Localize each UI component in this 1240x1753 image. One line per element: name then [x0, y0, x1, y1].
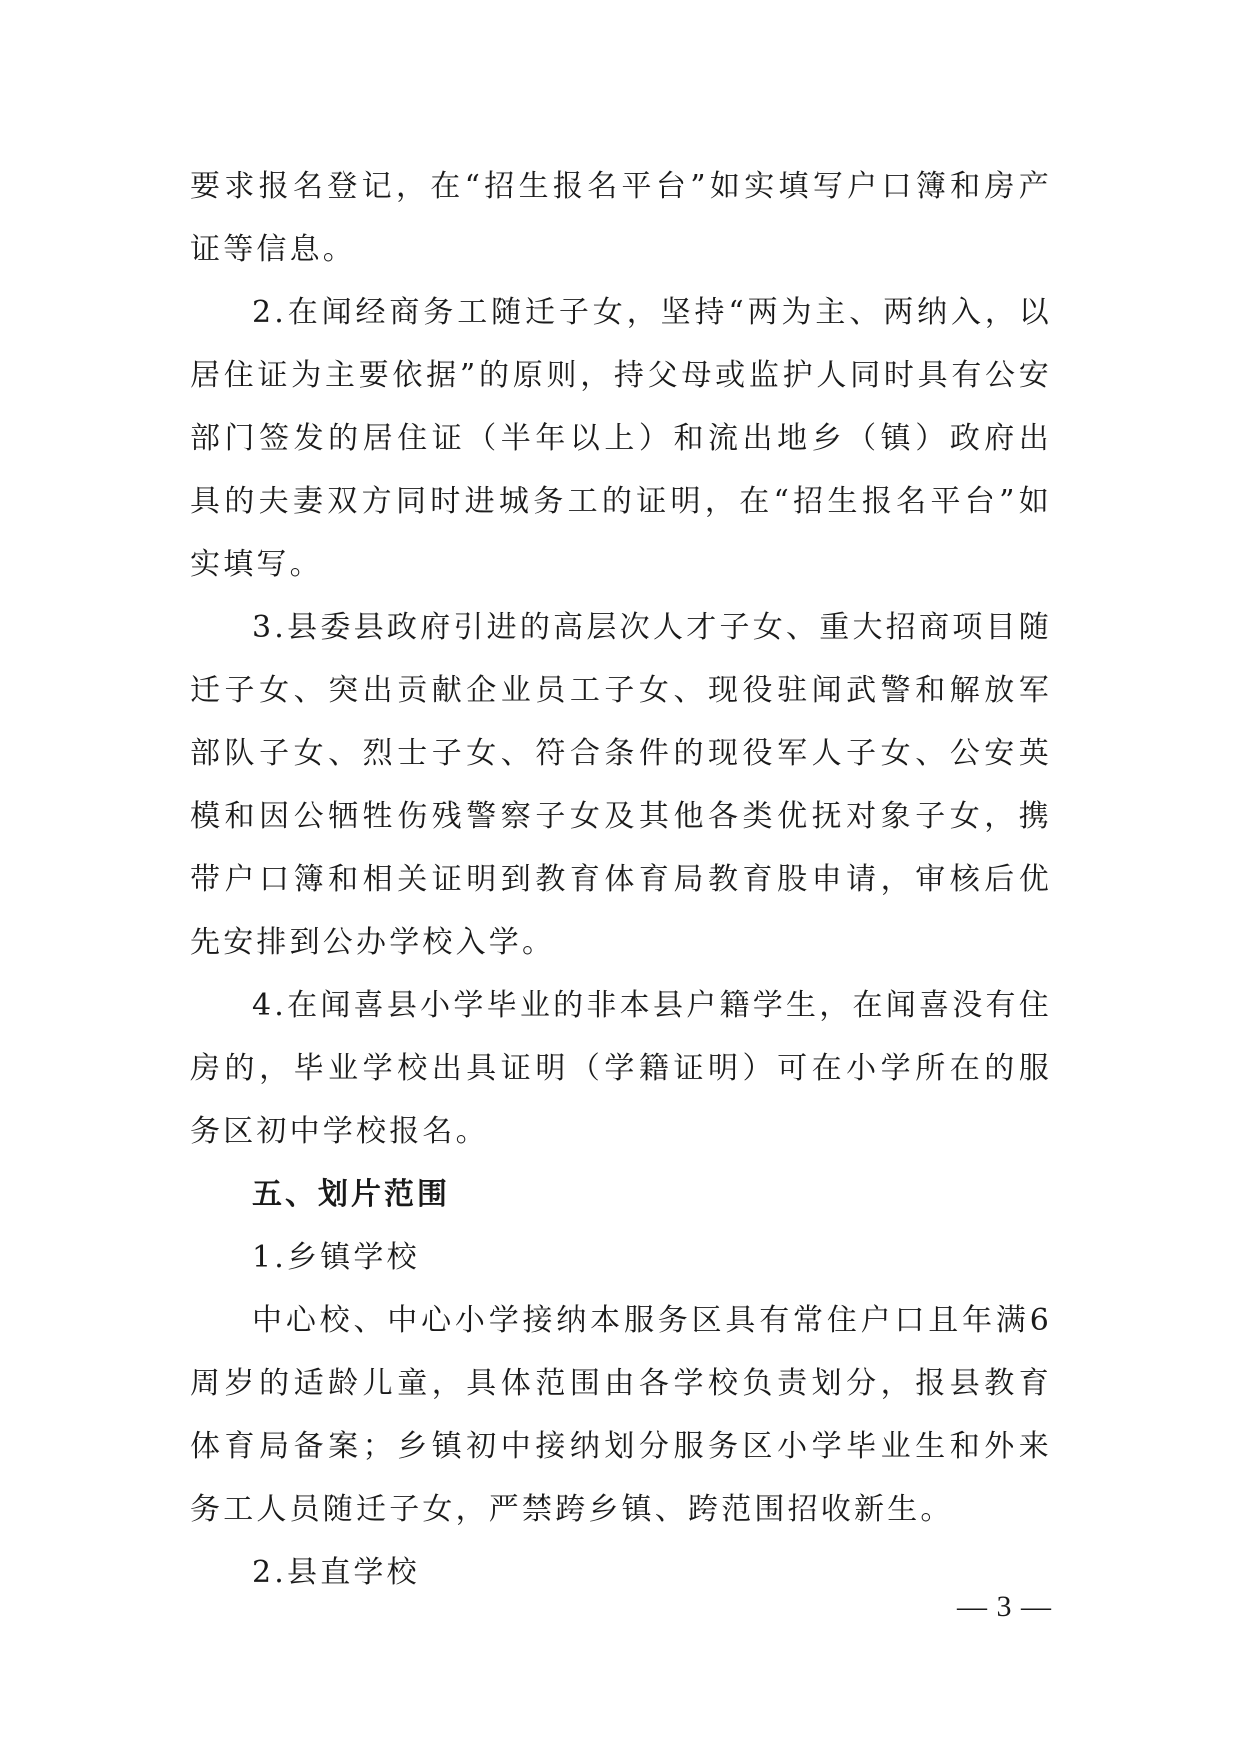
paragraph-continuation: 要求报名登记，在“招生报名平台”如实填写户口簿和房产证等信息。 [190, 169, 1052, 267]
paragraph-item-2: 2.在闻经商务工随迁子女，坚持“两为主、两纳入，以居住证为主要依据”的原则，持父母或监护人同时具有公安部门签发的居住证（半年以上）和流出地乡（镇）政府出具的夫妻双方同时进城务工的证明，在“招生报名平台”如实填写。 [190, 295, 1052, 582]
document-body [190, 155, 1052, 1604]
paragraph-township-schools: 中心校、中心小学接纳本服务区具有常住户口且年满6周岁的适龄儿童，具体范围由各学校负责划分，报县教育体育局备案；乡镇初中接纳划分服务区小学毕业生和外来务工人员随迁子女，严禁跨乡镇、跨范围招收新生。 [190, 1303, 1052, 1527]
subheading-township-schools: 1.乡镇学校 [252, 1240, 420, 1275]
subheading-county-schools: 2.县直学校 [252, 1555, 420, 1590]
paragraph-item-4: 4.在闻喜县小学毕业的非本县户籍学生，在闻喜没有住房的，毕业学校出具证明（学籍证明）可在小学所在的服务区初中学校报名。 [190, 988, 1052, 1149]
section-heading: 五、划片范围 [252, 1177, 450, 1212]
paragraph-item-3: 3.县委县政府引进的高层次人才子女、重大招商项目随迁子女、突出贡献企业员工子女、现役驻闻武警和解放军部队子女、烈士子女、符合条件的现役军人子女、公安英模和因公牺牲伤残警察子女及其他各类优抚对象子女，携带户口簿和相关证明到教育体育局教育股申请，审核后优先安排到公办学校入学。 [190, 610, 1052, 960]
page-number: — 3 — [957, 1590, 1052, 1623]
